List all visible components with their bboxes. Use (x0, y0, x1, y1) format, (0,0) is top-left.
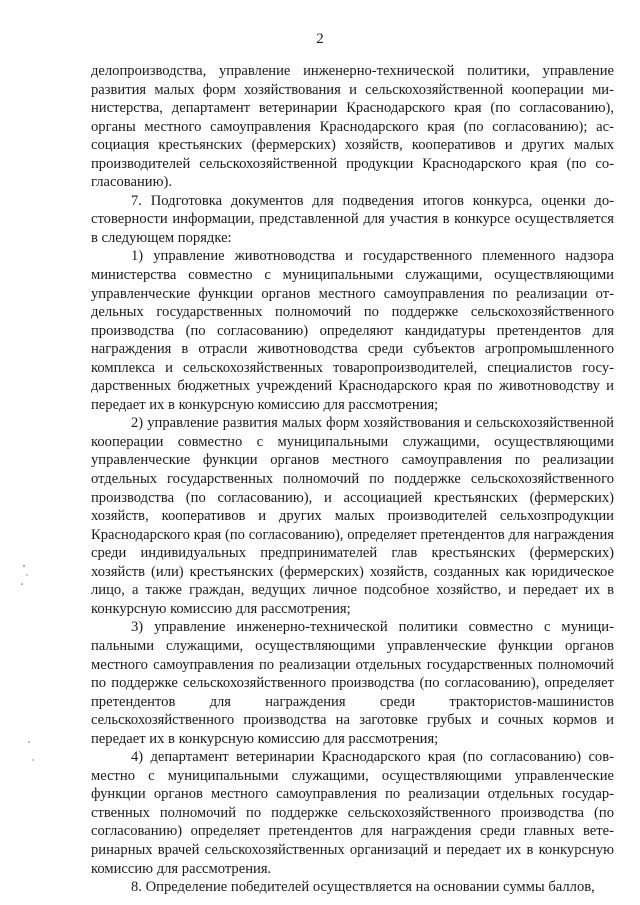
scan-speck (21, 583, 23, 585)
paragraph-subitem-3: 3) управление инженерно-технической политики совместно с муниципальными служащими, осуществляющими управленческие функции органов местного самоуправления по реализации отдельных государственных полномочий по поддержке сельскохозяйственного производства (по согласованию), определяет претендентов для награждения среди трактористов-машинистов сельскохозяйственного производства на заготовке грубых и сочных кормов и передает их в конкурсную комиссию для рассмотрения; (91, 619, 614, 747)
paragraph-subitem-2: 2) управление развития малых форм хозяйствования и сельскохозяйственной кооперации совместно с муниципальными служащими, осуществляющими управленческие функции органов местного самоуправления по реализации отдельных государственных полномочий по поддержке сельскохозяйственного производства (по согласованию), и ассоциацией крестьянских (фермерских) хозяйств, кооперативов и других малых производителей сельхозпродукции Краснодарского края (по согласованию), определяет претендентов для награждения среди индивидуальных предпринимателей глав крестьянских (фермерских) хозяйств (или) крестьянских (фермерских) хозяйств, созданных как юридическое лицо, а также граждан, ведущих личное подсобное хозяйство, и передает их в конкурсную комиссию для рассмотрения; (91, 415, 614, 617)
page-number: 2 (316, 31, 324, 47)
scan-speck (26, 574, 27, 575)
document-body (91, 62, 614, 897)
paragraph-subitem-1: 1) управление животноводства и государственного племенного надзора министерства совместно с муниципальными служащими, осуществляющими управленческие функции органов местного самоуправления по реализации отдельных государственных полномочий по поддержке сельскохозяйственного производства (по согласованию) определяют кандидатуры претендентов для награждения в отрасли животноводства среди субъектов агропромышленного комплекса и сельскохозяйственных товаропроизводителей, специалистов государственных бюджетных учреждений Краснодарского края по животноводству и передает их в конкурсную комиссию для рассмотрения; (91, 248, 614, 413)
paragraph-item-8: 8. Определение победителей осуществляется на основании суммы баллов, (131, 879, 595, 896)
paragraph-subitem-4: 4) департамент ветеринарии Краснодарского края (по согласованию) совместно с муниципальными служащими, осуществляющими управленческие функции органов местного самоуправления по реализации отдельных государственных полномочий по поддержке сельскохозяйственного производства (по согласованию) определяет претендентов для награждения среди главных ветеринарных врачей сельскохозяйственных организаций и передает их в конкурсную комиссию для рассмотрения. (91, 749, 614, 877)
scan-speck (28, 741, 30, 743)
scan-speck (23, 565, 25, 567)
scan-speck (32, 759, 33, 760)
paragraph-item-7: 7. Подготовка документов для подведения итогов конкурса, оценки достоверности информации, представленной для участия в конкурсе осуществляется в следующем порядке: (91, 192, 614, 246)
paragraph-continuation: делопроизводства, управление инженерно-технической политики, управление развития малых форм хозяйствования и сельскохозяйственной кооперации министерства, департамент ветеринарии Краснодарского края (по согласованию), органы местного самоуправления Краснодарского края (по согласованию); ассоциация крестьянских (фермерских) хозяйств, кооперативов и других малых производителей сельскохозяйственной продукции Краснодарского края (по согласованию). (91, 63, 614, 191)
